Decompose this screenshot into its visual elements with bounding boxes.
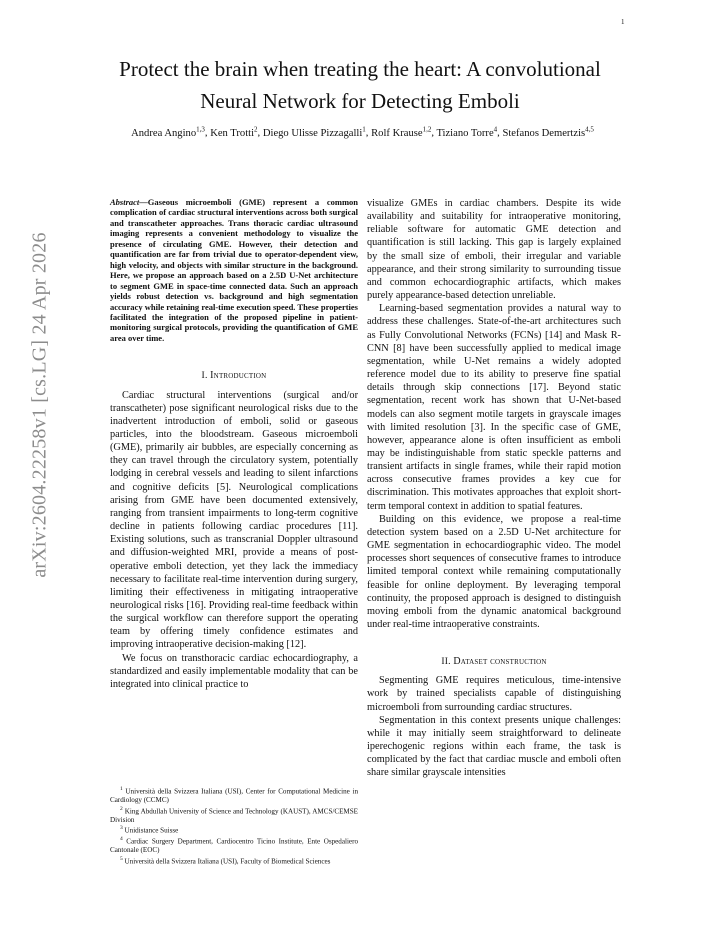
intro-paragraph-2-continued: visualize GMEs in cardiac chambers. Despite its wide availability and suitability for intraoperative monitoring, reliable software for automatic GME detection and quantification is still lacking. This gap is largely explained by the small size of emboli, their irregular and variable appearance, and their strong similarity to surrounding tissue and common echocardiographic artifacts, which makes purely appearance-based detection unreliable. [367,198,621,302]
page-number: 1 [621,18,625,26]
intro-paragraph-3: Learning-based segmentation provides a natural way to address these challenges. State-of-the-art architectures such as Fully Convolutional Networks (FCNs) [14] and Mask R-CNN [8] have been successfully applied to medical image segmentation, while U-Net remains a widely adopted reference model due to its ability to preserve fine spatial details through skip connections [17]. Beyond static segmentation, recent work has shown that U-Net-based models can also segment motile targets in grayscale images with limited resolution [3]. In the specific case of GME, however, appearance alone is often insufficient as emboli may be indistinguishable from static speckle patterns and transient artifacts in single frames, while their rapid motion across consecutive frames provides a key cue for discrimination. This motivates approaches that exploit short-term temporal context in addition to spatial features. [367,303,621,512]
intro-paragraph-4: Building on this evidence, we propose a real-time detection system based on a 2.5D U-Net architecture for GME segmentation in echocardiographic video. The model processes short sequences of consecutive frames to introduce limited temporal context while remaining computationally feasible for online deployment. By leveraging temporal continuity, the proposed approach is designed to distinguish moving emboli from the dynamic anatomical background under real-time intraoperative constraints. [367,513,621,630]
left-column [110,197,358,691]
author: Diego Ulisse Pizzagalli$^1$ [262,125,366,139]
abstract-text: Gaseous microemboli (GME) represent a common complication of cardiac structural interventions across both surgical and transcatheter approaches. Trans thoracic cardiac ultrasound imaging represents a convenient methodology to visualize the presence of circulating GME. However, their detection and quantification are far from trivial due to operator-dependent view, high velocity, and objects with similar structure in the background. Here, we propose an approach based on a 2.5D U-Net architecture to segment GME in space-time connected data. Such an approach yields robust detection vs. background and high segmentation accuracy while retaining real-time execution speed. These properties facilitated the integration of the proposed pipeline in patient-monitoring surgical protocols, providing the quantification of GME area over time. [110,197,358,343]
author: Stefanos Demertzis$^{4,5}$ [502,125,594,139]
footnote: $^2$ King Abdullah University of Science and Technology (KAUST), AMCS/CEMSE Division [110,805,359,824]
intro-paragraph-1: Cardiac structural interventions (surgical and/or transcatheter) pose significant neurological risks due to the inadvertent introduction of emboli, solid or gaseous particles, into the bloodstream. Gaseous microemboli (GME), primarily air bubbles, are especially concerning as they can travel through the circulatory system, potentially lodging in cerebral vessels and leading to silent infarctions and cognitive deficits [5]. Neurological complications arising from GME have been documented extensively, ranging from transient impairments to long-term cognitive decline in patients following cardiac procedures [11]. Existing solutions, such as transcranial Doppler ultrasound and diffusion-weighted MRI, provide a means of post-operative emboli detection, yet they lack the immediacy necessary to facilitate real-time intervention during surgery, limiting their effectiveness in mitigating intraoperative neurological risks [16]. Providing real-time feedback within the surgical workflow can therefore support the operating team by offering timely confidence estimates and improving intraoperative decision-making [12]. [110,389,358,651]
affiliation-footnotes [110,785,358,866]
section-heading-introduction: I. Introduction [201,370,267,382]
intro-paragraph-2-start: We focus on transthoracic cardiac echocardiography, a standardized and easily implementable modality that can be integrated into clinical practice to [110,652,358,690]
right-column [367,197,621,780]
arxiv-stamp-text: arXiv:2604.22258v1 [cs.LG] 24 Apr 2026 [28,232,51,578]
dataset-paragraph-2: Segmentation in this context presents unique challenges: while it may initially seem straightforward to delineate iperechogenic regions within each frame, the task is complicated by the fact that cardiac muscle and emboli often share similar grayscale intensities [367,714,621,779]
author: Andrea Angino$^{1,3}$ [131,125,205,139]
section-heading-dataset-construction: II. Dataset construction [441,656,547,668]
dataset-paragraph-1: Segmenting GME requires meticulous, time-intensive work by trained specialists capable of distinguishing microemboli from surrounding cardiac structures. [367,675,621,713]
abstract-label: Abstract [110,197,140,207]
arxiv-identifier-stamp [20,170,60,640]
footnote: $^4$ Cardiac Surgery Department, Cardiocentro Ticino Institute, Ente Ospedaliero Cantonale (EOC) [110,836,358,854]
abstract: Abstract—Gaseous microemboli (GME) represent a common complication of cardiac structural interventions across both surgical and transcatheter approaches. Trans thoracic cardiac ultrasound imaging represents a convenient methodology to visualize the presence of circulating GME. However, their detection and quantification are far from trivial due to operator-dependent view, high velocity, and objects with similar structure in the background. Here, we propose an approach based on a 2.5D U-Net architecture to segment GME in space-time connected data. Such an approach yields robust detection vs. background and high segmentation accuracy while retaining real-time execution speed. These properties facilitated the integration of the proposed pipeline in patient-monitoring surgical protocols, providing the quantification of GME area over time. [110,197,358,343]
author-list: Andrea Angino$^{1,3}$, Ken Trotti$^2$, Diego Ulisse Pizzagalli$^1$, Rolf Krause$^{1,2}$, Tiziano Torre$^4$, Stefanos Demertzis$^{4,5}$ [131,125,594,139]
footnote: $^3$ Unidistance Suisse [120,825,179,835]
footnote: $^5$ Università della Svizzera Italiana (USI), Faculty of Biomedical Sciences [120,855,331,865]
author: Rolf Krause$^{1,2}$ [371,125,432,139]
author: Ken Trotti$^2$ [210,125,258,139]
footnote: $^1$ Università della Svizzera Italiana (USI), Center for Computational Medicine in Cardiology (CCMC) [110,786,358,804]
paper-title: Protect the brain when treating the heart: A convolutional Neural Network for Detecting Emboli [119,57,601,113]
author: Tiziano Torre$^4$ [436,125,498,139]
